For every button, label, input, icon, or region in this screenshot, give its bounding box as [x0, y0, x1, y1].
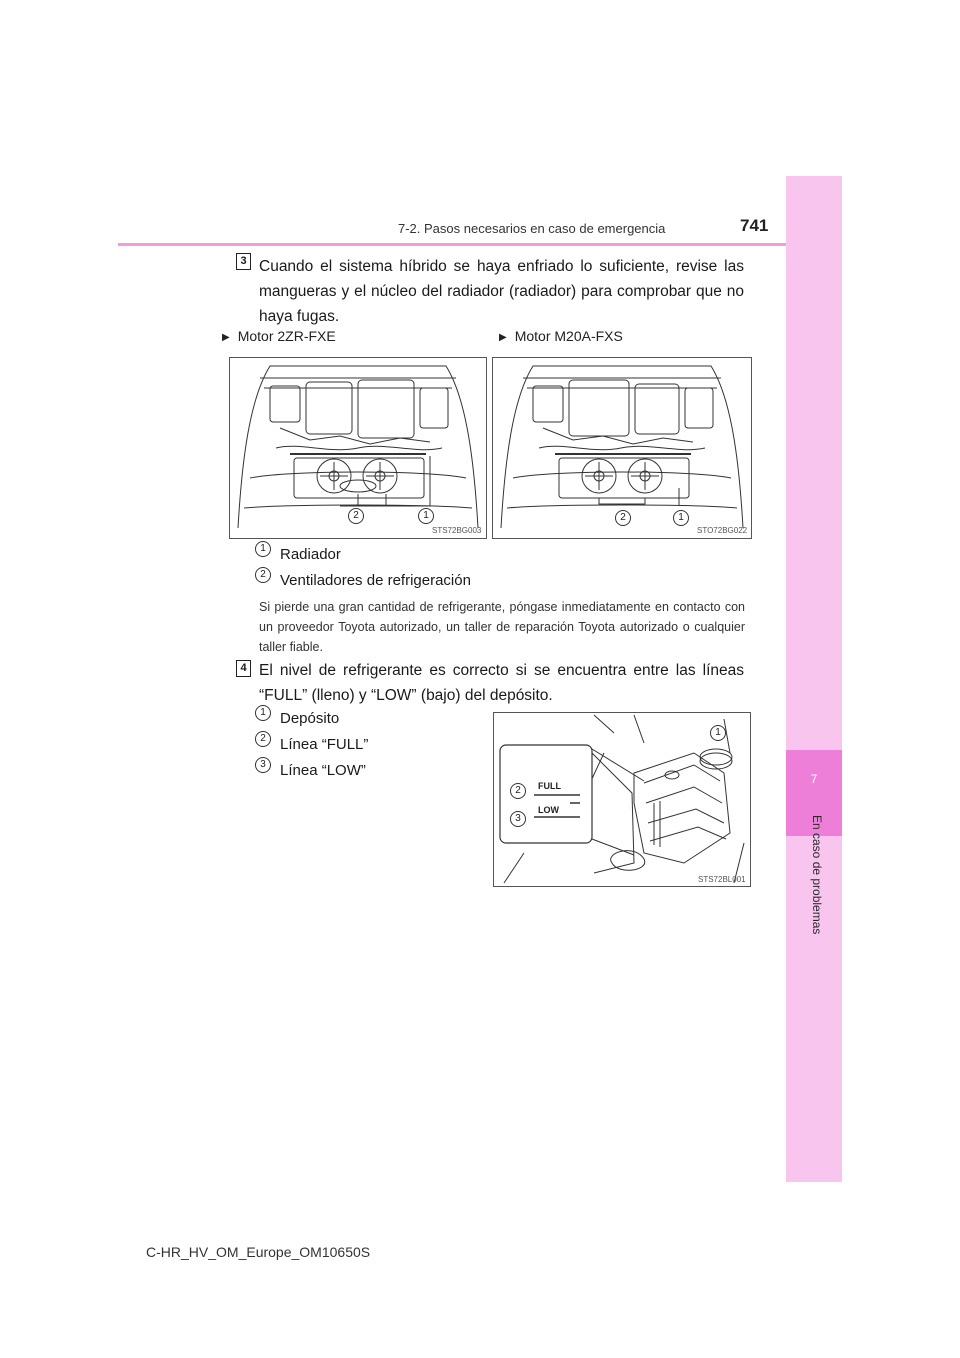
legend-label-low-line: Línea “LOW”	[280, 762, 366, 779]
legend-label-fans: Ventiladores de refrigeración	[280, 572, 471, 589]
reservoir-illustration	[494, 713, 750, 886]
legend-num-2: 2	[255, 567, 271, 583]
figure-code: STO72BG022	[697, 526, 748, 535]
full-mark-label: FULL	[538, 781, 561, 791]
callout-1: 1	[418, 508, 434, 524]
callout-2: 2	[348, 508, 364, 524]
legend-label-full-line: Línea “FULL”	[280, 736, 369, 753]
callout-1: 1	[673, 510, 689, 526]
legend-num-1: 1	[255, 705, 271, 721]
coolant-loss-note: Si pierde una gran cantidad de refrigerante, póngase inmediatamente en contacto con un proveedor Toyota autorizado, un taller de reparación Toyota autorizado o cualquier taller fiable.	[259, 600, 745, 654]
figure-caption-2zr: ▶ Motor 2ZR-FXE	[222, 328, 336, 344]
callout-3: 3	[510, 811, 526, 827]
chapter-number: 7	[810, 772, 818, 786]
section-title: 7-2. Pasos necesarios en caso de emergencia	[398, 221, 666, 236]
page-number: 741	[740, 216, 769, 235]
chapter-title: En caso de problemas	[810, 815, 824, 935]
figure-code: STS72BL001	[698, 875, 746, 884]
low-mark-label: LOW	[538, 805, 559, 815]
chapter-side-tab	[786, 176, 842, 1182]
header-divider	[118, 243, 786, 246]
step-4-text: El nivel de refrigerante es correcto si se encuentra entre las líneas “FULL” (lleno) y “LOW” (bajo) del depósito.	[259, 662, 744, 704]
triangle-bullet-icon: ▶	[499, 332, 507, 343]
document-code: C-HR_HV_OM_Europe_OM10650S	[146, 1244, 371, 1260]
figure-caption-m20a: ▶ Motor M20A-FXS	[499, 328, 623, 344]
engine-figure-2zr	[229, 357, 487, 539]
step-3-text: Cuando el sistema híbrido se haya enfriado lo suficiente, revise las mangueras y el núcleo del radiador (radiador) para comprobar que no haya fugas.	[259, 258, 744, 325]
legend-num-3: 3	[255, 757, 271, 773]
legend-num-2: 2	[255, 731, 271, 747]
reservoir-figure	[493, 712, 751, 887]
callout-2: 2	[510, 783, 526, 799]
figure-code: STS72BG003	[432, 526, 482, 535]
step-3-badge: 3	[236, 253, 251, 270]
callout-2: 2	[615, 510, 631, 526]
legend-label-radiator: Radiador	[280, 546, 341, 563]
legend-num-1: 1	[255, 541, 271, 557]
triangle-bullet-icon: ▶	[222, 332, 230, 343]
step-4-badge: 4	[236, 660, 251, 677]
callout-1: 1	[710, 725, 726, 741]
engine-figure-m20a	[492, 357, 752, 539]
legend-label-reservoir: Depósito	[280, 710, 340, 727]
